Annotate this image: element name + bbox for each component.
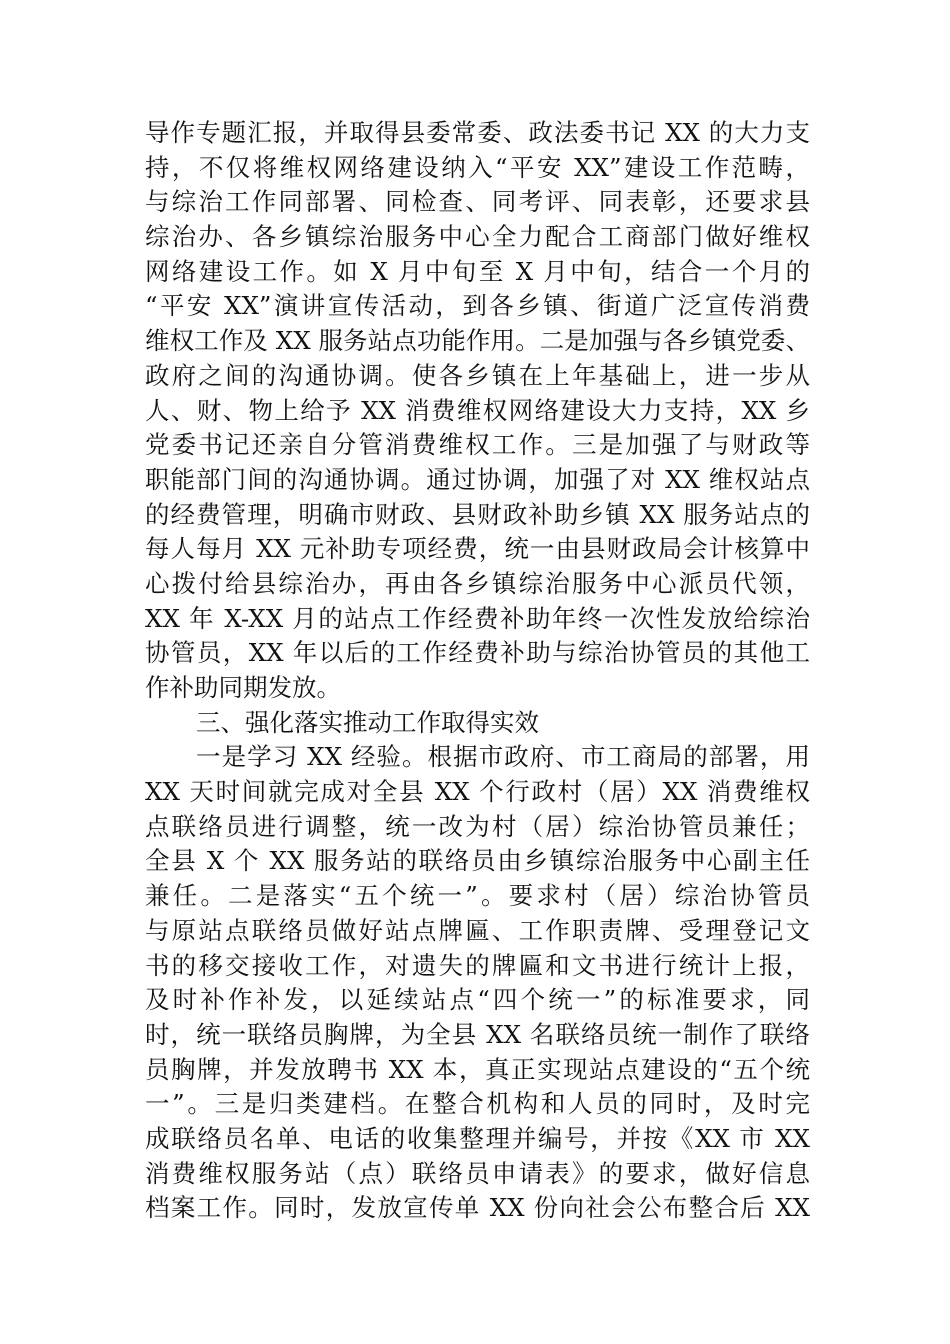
text-line: 综治办、各乡镇综治服务中心全力配合工商部门做好维权 [145, 222, 810, 252]
text-line: 持，不仅将维权网络建设纳入“平安 XX”建设工作范畴， [145, 152, 810, 182]
text-line: 导作专题汇报，并取得县委常委、政法委书记 XX 的大力支 [145, 118, 810, 147]
text-line: 作补助同期发放。 [145, 673, 341, 702]
text-line: 兼任。二是落实“五个统一”。要求村（居）综治协管员 [145, 881, 810, 911]
text-line: “平安 XX”演讲宣传活动，到各乡镇、街道广泛宣传消费 [145, 291, 810, 321]
text-line: 的经费管理，明确市财政、县财政补助乡镇 XX 服务站点的 [145, 499, 810, 529]
text-line: 全县 X 个 XX 服务站的联络员由乡镇综治服务中心副主任 [145, 846, 810, 876]
text-line: 党委书记还亲自分管消费维权工作。三是加强了与财政等 [145, 430, 810, 460]
text-line: 与原站点联络员做好站点牌匾、工作职责牌、受理登记文 [145, 915, 810, 945]
text-line: 心拨付给县综治办，再由各乡镇综治服务中心派员代领， [145, 568, 810, 598]
text-line: XX 天时间就完成对全县 XX 个行政村（居）XX 消费维权 [145, 777, 810, 807]
text-line: 消费维权服务站（点）联络员申请表》的要求，做好信息 [145, 1158, 810, 1188]
body-text [145, 116, 810, 1226]
text-line: XX 年 X-XX 月的站点工作经费补助年终一次性发放给综治 [145, 603, 810, 633]
text-line: 与综治工作同部署、同检查、同考评、同表彰，还要求县 [145, 187, 810, 217]
text-line: 政府之间的沟通协调。使各乡镇在上年基础上，进一步从 [145, 360, 810, 390]
text-line: 时，统一联络员胸牌，为全县 XX 名联络员统一制作了联络 [145, 1019, 810, 1049]
text-line: 维权工作及 XX 服务站点功能作用。二是加强与各乡镇党委、 [145, 326, 810, 356]
text-line: 档案工作。同时，发放宣传单 XX 份向社会公布整合后 XX [145, 1193, 810, 1223]
section-heading: 三、强化落实推动工作取得实效 [196, 707, 539, 737]
text-line: 员胸牌，并发放聘书 XX 本，真正实现站点建设的“五个统 [145, 1054, 810, 1084]
text-line: 一”。三是归类建档。在整合机构和人员的同时，及时完 [145, 1089, 810, 1119]
text-line: 及时补作补发，以延续站点“四个统一”的标准要求，同 [145, 985, 810, 1015]
paragraph-first-line: 一是学习 XX 经验。根据市政府、市工商局的部署，用 [196, 742, 810, 772]
text-line: 每人每月 XX 元补助专项经费，统一由县财政局会计核算中 [145, 534, 810, 564]
text-line: 成联络员名单、电话的收集整理并编号，并按《XX 市 XX [145, 1123, 810, 1153]
text-line: 书的移交接收工作，对遗失的牌匾和文书进行统计上报， [145, 950, 810, 980]
text-line: 点联络员进行调整，统一改为村（居）综治协管员兼任； [145, 811, 810, 841]
text-line: 协管员，XX 年以后的工作经费补助与综治协管员的其他工 [145, 638, 810, 668]
text-line: 职能部门间的沟通协调。通过协调，加强了对 XX 维权站点 [145, 464, 810, 494]
text-line: 人、财、物上给予 XX 消费维权网络建设大力支持，XX 乡 [145, 395, 810, 425]
text-line: 网络建设工作。如 X 月中旬至 X 月中旬，结合一个月的 [145, 256, 810, 286]
